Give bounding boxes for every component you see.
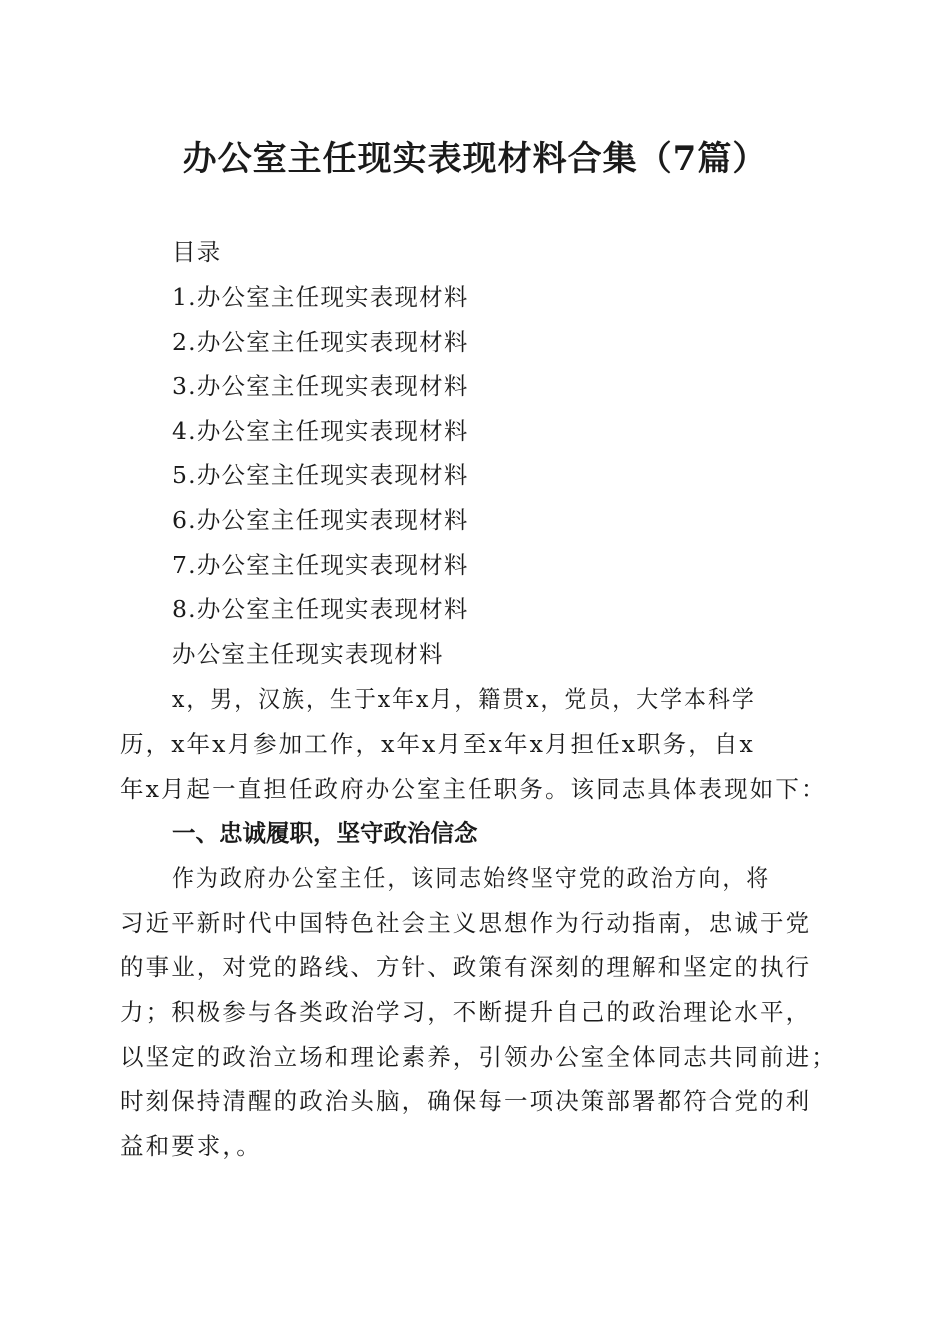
toc-item: 8.办公室主任现实表现材料 [172, 595, 469, 623]
toc-item: 2.办公室主任现实表现材料 [172, 328, 469, 356]
section-heading: 一、忠诚履职，坚守政治信念 [172, 819, 478, 847]
body-line: 益和要求，。 [120, 1132, 262, 1160]
toc-item: 4.办公室主任现实表现材料 [172, 417, 469, 445]
toc-item: 7.办公室主任现实表现材料 [172, 551, 469, 579]
intro-line: 历，x年x月参加工作，x年x月至x年x月担任x职务，自x [120, 730, 755, 758]
body-line: 以坚定的政治立场和理论素养，引领办公室全体同志共同前进； [120, 1043, 837, 1071]
body-line: 力；积极参与各类政治学习，不断提升自己的政治理论水平， [120, 998, 812, 1026]
toc-item: 6.办公室主任现实表现材料 [172, 506, 469, 534]
article-subtitle: 办公室主任现实表现材料 [172, 640, 444, 668]
toc-item: 3.办公室主任现实表现材料 [172, 372, 469, 400]
intro-line: 年x月起一直担任政府办公室主任职务。该同志具体表现如下： [120, 775, 827, 803]
toc-item: 5.办公室主任现实表现材料 [172, 461, 469, 489]
document-title: 办公室主任现实表现材料合集（7篇） [182, 139, 768, 179]
toc-item: 1.办公室主任现实表现材料 [172, 283, 469, 311]
body-line: 作为政府办公室主任，该同志始终坚守党的政治方向，将 [172, 864, 771, 892]
intro-line: x，男，汉族，生于x年x月，籍贯x，党员，大学本科学 [172, 685, 756, 713]
body-line: 习近平新时代中国特色社会主义思想作为行动指南，忠诚于党 [120, 909, 812, 937]
body-line: 的事业，对党的路线、方针、政策有深刻的理解和坚定的执行 [120, 953, 812, 981]
toc-heading: 目录 [172, 238, 222, 266]
body-line: 时刻保持清醒的政治头脑，确保每一项决策部署都符合党的利 [120, 1087, 812, 1115]
